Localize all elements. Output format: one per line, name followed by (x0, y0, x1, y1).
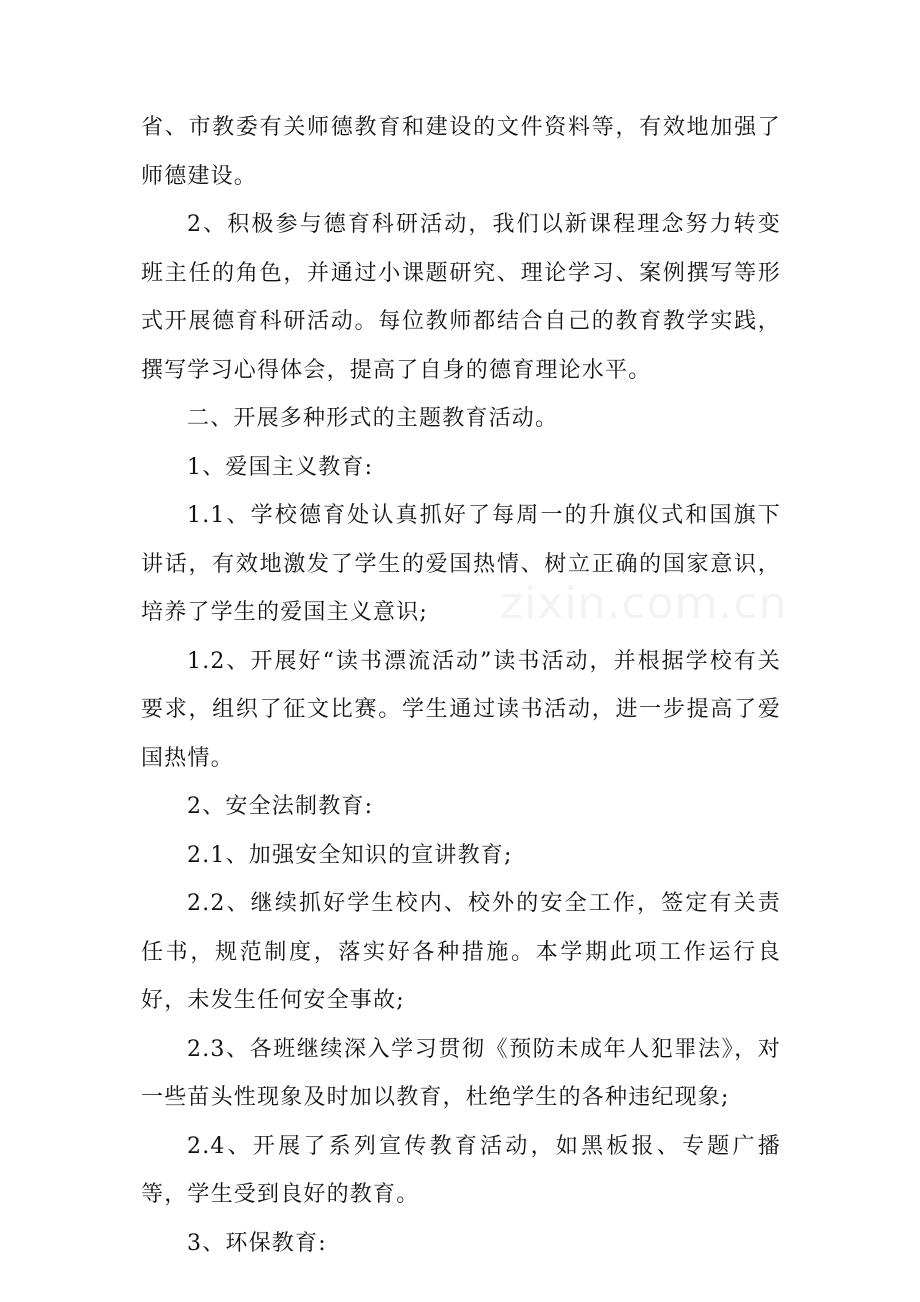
paragraph-2-2: 2.2、继续抓好学生校内、校外的安全工作，签定有关责任书，规范制度，落实好各种措施。本学期此项工作运行良好，未发生任何安全事故; (141, 891, 781, 1013)
paragraph-1-1: 1.1、学校德育处认真抓好了每周一的升旗仪式和国旗下讲话，有效地激发了学生的爱国热情、树立正确的国家意识，培养了学生的爱国主义意识; (141, 503, 781, 625)
subheading-safety-law-education: 2、安全法制教育: (187, 794, 374, 819)
paragraph-2-4: 2.4、开展了系列宣传教育活动，如黑板报、专题广播等，学生受到良好的教育。 (141, 1133, 781, 1207)
paragraph-2: 2、积极参与德育科研活动，我们以新课程理念努力转变班主任的角色，并通过小课题研究、理论学习、案例撰写等形式开展德育科研活动。每位教师都结合自己的教育教学实践，撰写学习心得体会，提高了自身的德育理论水平。 (141, 212, 781, 383)
paragraph-1: 省、市教委有关师德教育和建设的文件资料等，有效地加强了师德建设。 (141, 115, 781, 189)
watermark: zixin.com.cn (500, 578, 788, 629)
document-body (141, 104, 781, 1268)
paragraph-2-1: 2.1、加强安全知识的宣讲教育; (187, 842, 513, 868)
section-heading-2: 二、开展多种形式的主题教育活动。 (187, 406, 559, 431)
subheading-environmental-education: 3、环保教育: (187, 1230, 327, 1256)
subheading-patriotic-education: 1、爱国主义教育: (187, 454, 374, 480)
paragraph-2-3: 2.3、各班继续深入学习贯彻《预防未成年人犯罪法》，对一些苗头性现象及时加以教育，杜绝学生的各种违纪现象; (141, 1036, 781, 1110)
paragraph-1-2: 1.2、开展好“读书漂流活动”读书活动，并根据学校有关要求，组织了征文比赛。学生通过读书活动，进一步提高了爱国热情。 (141, 648, 781, 771)
